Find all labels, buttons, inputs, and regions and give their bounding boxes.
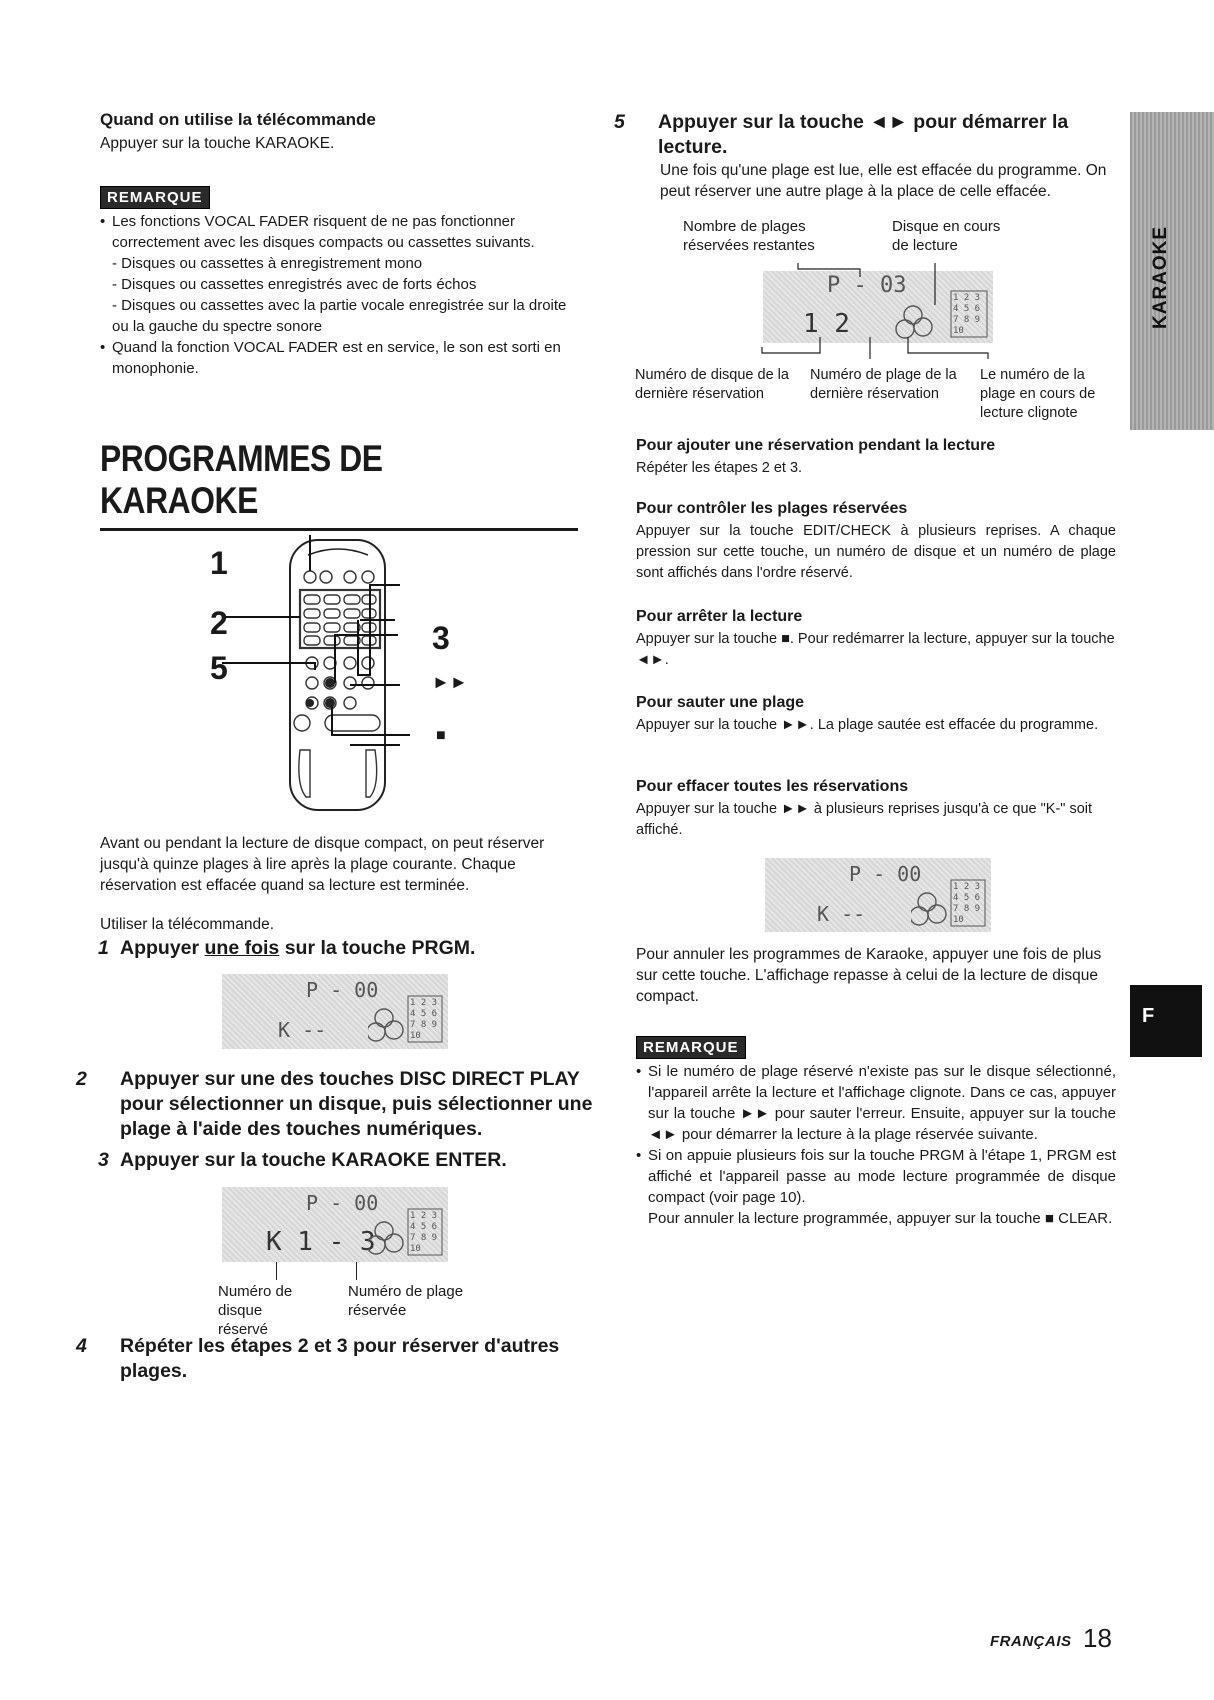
footer-language: FRANÇAIS <box>990 1633 1072 1650</box>
remarque-badge-left: REMARQUE <box>100 186 210 209</box>
step5-text: Une fois qu'une plage est lue, elle est effacée du programme. On peut réserver une autre plage à la place de celle effacée. <box>660 162 1107 200</box>
note-item: • Si on appuie plusieurs fois sur la touche PRGM à l'étape 1, PRGM est affiché et l'appareil passe au mode lecture programmée de disque compact (voir page 10). <box>636 1145 1116 1208</box>
clear-text: Appuyer sur la touche ►► à plusieurs reprises jusqu'à ce que "K-" soit affiché. <box>636 801 1093 838</box>
note-subitem: - Disques ou cassettes à enregistrement mono <box>112 255 423 272</box>
cancel-text: Pour annuler les programmes de Karaoke, appuyer une fois de plus sur cette touche. L'affichage repasse à celui de la lecture de disque compact. <box>636 946 1102 1005</box>
caption-remaining: Nombre de plages réservées restantes <box>683 218 815 254</box>
caption-last-track: Numéro de plage de la dernière réservation <box>810 367 957 402</box>
note-item: Pour annuler la lecture programmée, appuyer sur la touche ■ CLEAR. <box>648 1210 1113 1227</box>
check-heading: Pour contrôler les plages réservées <box>636 500 908 517</box>
note-subitem: - Disques ou cassettes enregistrés avec de forts échos <box>112 276 477 293</box>
caption-reserved-track: Numéro de plage réservée <box>348 1283 464 1319</box>
section-title-block <box>100 438 578 531</box>
check-text: Appuyer sur la touche EDIT/CHECK à plusieurs reprises. A chaque pression sur cette touche, un numéro de disque et un numéro de plage sont affichés dans l'ordre réservé. <box>636 523 1116 581</box>
remote-text: Appuyer sur la touche KARAOKE. <box>100 135 335 152</box>
fast-forward-icon: ►► <box>432 672 468 692</box>
lcd-display-step5: P - 03 1 2 1 2 3 4 5 6 7 8 9 10 <box>763 271 993 343</box>
lcd-display-step1: P - 00 K -- 1 2 3 4 5 6 7 8 9 10 <box>222 974 448 1049</box>
clear-heading: Pour effacer toutes les réservations <box>636 778 909 795</box>
stop-text: Appuyer sur la touche ■. Pour redémarrer la lecture, appuyer sur la touche ◄►. <box>636 631 1115 668</box>
remote-label-5: 5 <box>210 650 228 686</box>
notes-left <box>100 211 578 379</box>
step-5: 5 Appuyer sur la touche ◄► pour démarrer la lecture. <box>614 111 1069 158</box>
side-tab-f: F <box>1130 985 1202 1057</box>
stop-heading: Pour arrêter la lecture <box>636 608 803 625</box>
notes-right <box>636 1061 1116 1229</box>
remote-label-2: 2 <box>210 605 228 641</box>
caption-disc-playing: Disque en cours de lecture <box>892 218 1001 254</box>
use-remote-text: Utiliser la télécommande. <box>100 916 275 933</box>
note-item: • Si le numéro de plage réservé n'existe pas sur le disque sélectionné, l'appareil arrête la lecture et l'affichage clignote. Dans ce cas, appuyer sur la touche ►► pour sauter l'erreur. Ensuite, appuyer sur la touche ◄► pour démarrer la lecture à la plage réservée suivante. <box>636 1061 1116 1145</box>
caption-blinking-track: Le numéro de la plage en cours de lecture clignote <box>980 367 1096 421</box>
step-3: 3 Appuyer sur la touche KARAOKE ENTER. <box>98 1149 507 1171</box>
remarque-badge-right: REMARQUE <box>636 1036 746 1059</box>
skip-heading: Pour sauter une plage <box>636 694 805 711</box>
skip-text: Appuyer sur la touche ►►. La plage sautée est effacée du programme. <box>636 717 1099 733</box>
section-title: PROGRAMMES DE KARAOKE <box>100 438 383 521</box>
caption-reserved-disc: Numéro de disque réservé <box>218 1283 293 1338</box>
add-heading: Pour ajouter une réservation pendant la lecture <box>636 437 996 454</box>
step-2: 2 Appuyer sur une des touches DISC DIRECT PLAY pour sélectionner un disque, puis sélectionner une plage à l'aide des touches numériques. <box>76 1068 593 1140</box>
lcd-display-clear: P - 00 K -- 1 2 3 4 5 6 7 8 9 10 <box>765 858 991 932</box>
step-1: 1 Appuyer une fois sur la touche PRGM. <box>98 937 476 959</box>
remote-label-3: 3 <box>432 620 450 656</box>
note-item: • Les fonctions VOCAL FADER risquent de ne pas fonctionner correctement avec les disques compacts ou cassettes suivants. <box>100 211 578 253</box>
lcd5-leaders <box>760 255 1000 365</box>
note-item: • Quand la fonction VOCAL FADER est en service, le son est sorti en monophonie. <box>100 337 578 379</box>
stop-icon: ■ <box>436 727 446 744</box>
lcd-display-step3: P - 00 K 1 - 3 1 2 3 4 5 6 7 8 9 10 <box>222 1187 448 1262</box>
step-4: 4 Répéter les étapes 2 et 3 pour réserver d'autres plages. <box>76 1335 560 1382</box>
intro-text: Avant ou pendant la lecture de disque compact, on peut réserver jusqu'à quinze plages à lire après la plage courante. Chaque réservation est effacée quand sa lecture est terminée. <box>100 835 545 894</box>
remote-heading: Quand on utilise la télécommande <box>100 110 376 129</box>
page-number: 18 <box>1083 1623 1112 1653</box>
add-text: Répéter les étapes 2 et 3. <box>636 460 803 476</box>
caption-last-disc: Numéro de disque de la dernière réservation <box>635 367 789 402</box>
remote-label-1: 1 <box>210 545 228 581</box>
side-tab-karaoke: KARAOKE <box>1130 112 1214 430</box>
note-subitem: - Disques ou cassettes avec la partie vocale enregistrée sur la droite ou la gauche du spectre sonore <box>112 297 567 335</box>
